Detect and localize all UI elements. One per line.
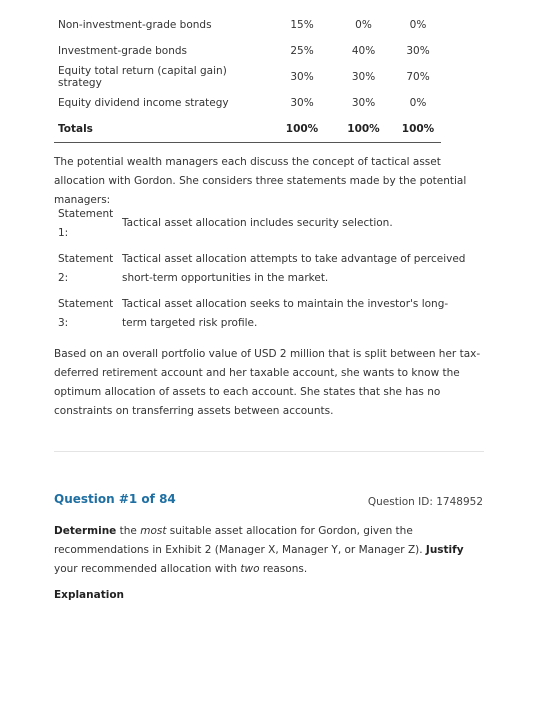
- section-divider: [54, 451, 484, 452]
- statement-label-number: 3:: [58, 317, 69, 329]
- total-value: 100%: [395, 116, 441, 143]
- statement-label-word: Statement: [58, 253, 114, 265]
- table-row: [54, 12, 441, 38]
- cell-value: 0%: [409, 97, 427, 109]
- cell-value: 30%: [406, 45, 430, 57]
- cell-value: 25%: [290, 45, 314, 57]
- question-prompt: [54, 522, 484, 579]
- portfolio-paragraph: Based on an overall portfolio value of USD 2 million that is split between her tax-deferred retirement account and her taxable account, she wants to know the optimum allocation of assets to each account. She states that she has no constraints on transferring assets between accounts.: [54, 348, 481, 417]
- statement-label: [58, 295, 118, 333]
- intro-paragraph: The potential wealth managers each discuss the concept of tactical asset allocation with Gordon. She considers three statements made by the potential managers:: [54, 156, 467, 206]
- cell-value: 30%: [351, 71, 376, 83]
- prompt-determine: Determine: [54, 525, 117, 537]
- statement-label-number: 2:: [58, 272, 69, 284]
- cell-value: 30%: [290, 71, 314, 83]
- statement-text: Tactical asset allocation attempts to take advantage of perceived short-term opportunities in the market.: [122, 253, 466, 284]
- row-label: Investment-grade bonds: [58, 45, 188, 57]
- cell-value: 30%: [290, 97, 314, 109]
- prompt-two: two: [240, 563, 260, 575]
- statement-label: [58, 250, 118, 288]
- question-id: Question ID: 1748952: [367, 496, 483, 508]
- cell-value: 70%: [406, 71, 430, 83]
- prompt-text: your recommended allocation with: [54, 563, 241, 575]
- cell-value: 15%: [290, 19, 314, 31]
- prompt-most: most: [140, 525, 167, 537]
- explanation-heading: Explanation: [54, 589, 125, 601]
- table-row: [54, 64, 441, 90]
- statement-label-word: Statement: [58, 208, 114, 220]
- statement-label: [58, 205, 118, 243]
- cell-value: 0%: [355, 19, 372, 31]
- totals-row: [54, 116, 441, 143]
- table-row: [54, 38, 441, 64]
- allocation-table: [54, 12, 441, 143]
- cell-value: 40%: [351, 45, 376, 57]
- total-value: 100%: [332, 116, 395, 143]
- row-label: Equity total return (capital gain) strategy: [58, 65, 227, 89]
- prompt-text: the: [116, 525, 141, 537]
- statement-label-number: 1:: [58, 227, 69, 239]
- row-label: Non-investment-grade bonds: [58, 19, 212, 31]
- total-value: 100%: [272, 116, 332, 143]
- prompt-text: reasons.: [259, 563, 308, 575]
- cell-value: 30%: [351, 97, 376, 109]
- statement-text: Tactical asset allocation seeks to maintain the investor's long-term targeted risk profile.: [122, 298, 449, 329]
- statement-text: Tactical asset allocation includes security selection.: [122, 217, 393, 229]
- statement-label-word: Statement: [58, 298, 114, 310]
- prompt-text: suitable asset allocation for Gordon, given the recommendations in Exhibit 2 (Manager X, Manager Y, or Manager Z).: [54, 525, 426, 556]
- totals-label: Totals: [54, 116, 272, 143]
- prompt-justify: Justify: [425, 544, 464, 556]
- row-label: Equity dividend income strategy: [58, 97, 229, 109]
- question-title: Question #1 of 84: [54, 492, 176, 506]
- table-row: [54, 90, 441, 116]
- cell-value: 0%: [409, 19, 427, 31]
